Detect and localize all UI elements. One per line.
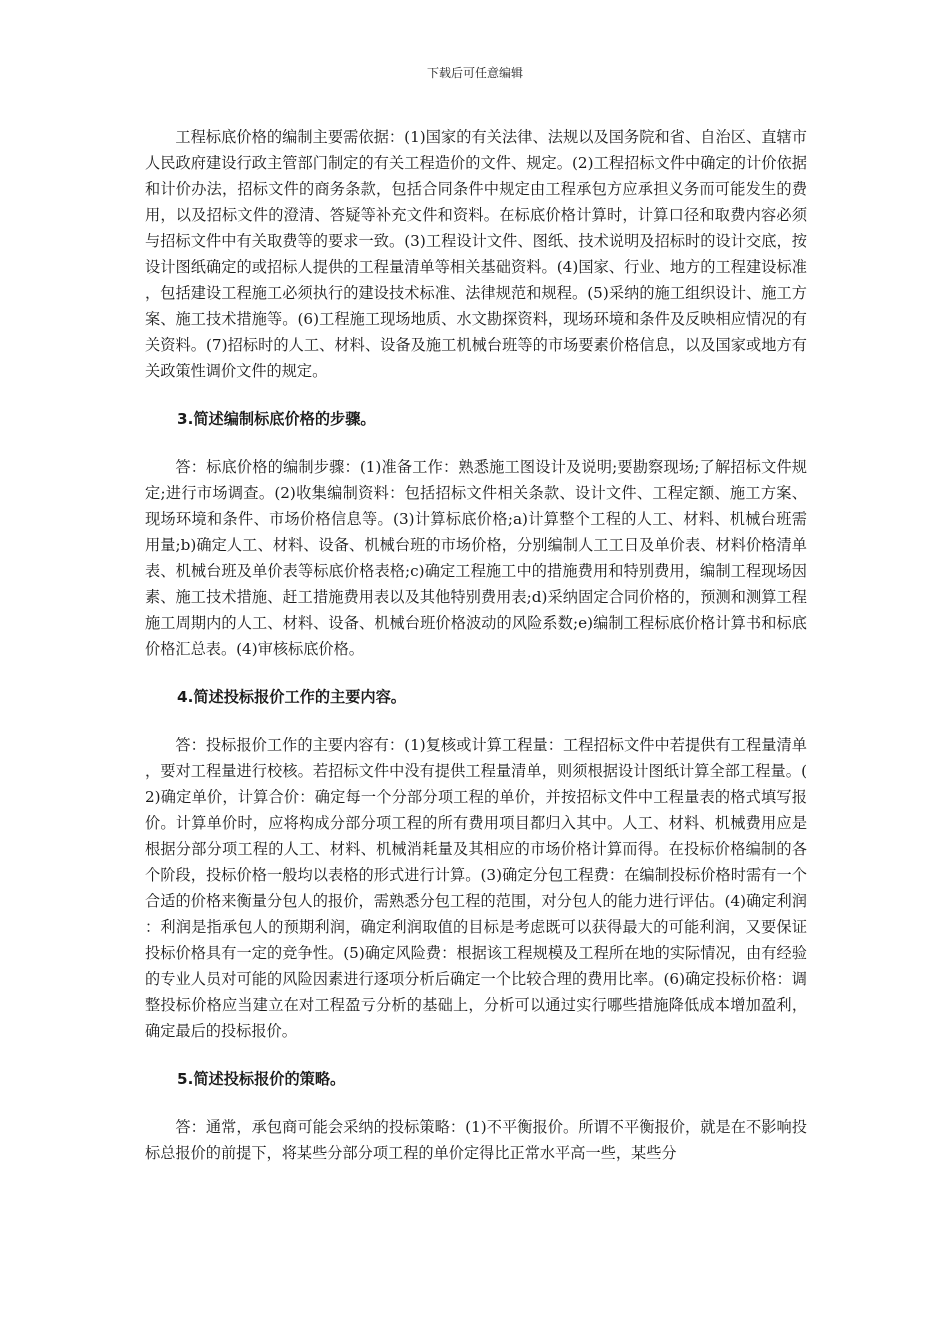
answer-paragraph-3: 答：标底价格的编制步骤：(1)准备工作：熟悉施工图设计及说明;要勘察现场;了解招标文件规定;进行市场调查。(2)收集编制资料：包括招标文件相关条款、设计文件、工程定额、施工方案、现场环境和条件、市场价格信息等。(3)计算标底价格;a)计算整个工程的人工、材料、机械台班需用量;b)确定人工、材料、设备、机械台班的市场价格，分别编制人工工日及单价表、材料价格清单表、机械台班及单价表等标底价格表格;c)确定工程施工中的措施费用和特别费用，编制工程现场因素、施工技术措施、赶工措施费用表以及其他特别费用表;d)采纳固定合同价格的，预测和测算工程施工周期内的人工、材料、设备、机械台班价格波动的风险系数;e)编制工程标底价格计算书和标底价格汇总表。(4)审核标底价格。 bbox=[145, 458, 807, 658]
question-heading-5: 5.简述投标报价的策略。 bbox=[177, 1070, 346, 1088]
section-gap bbox=[145, 1092, 807, 1114]
section-gap bbox=[145, 432, 807, 454]
question-heading-4: 4.简述投标报价工作的主要内容。 bbox=[177, 688, 406, 706]
page-header: 下载后可任意编辑 bbox=[426, 66, 523, 80]
section-gap bbox=[145, 710, 807, 732]
answer-paragraph-4: 答：投标报价工作的主要内容有：(1)复核或计算工程量：工程招标文件中若提供有工程量清单，要对工程量进行校核。若招标文件中没有提供工程量清单，则须根据设计图纸计算全部工程量。(2)确定单价，计算合价：确定每一个分部分项工程的单价，并按招标文件中工程量表的格式填写报价。计算单价时，应将构成分部分项工程的所有费用项目都归入其中。人工、材料、机械费用应是根据分部分项工程的人工、材料、机械消耗量及其相应的市场价格计算而得。在投标价格编制的各个阶段，投标价格一般均以表格的形式进行计算。(3)确定分包工程费：在编制投标价格时需有一个合适的价格来衡量分包人的报价，需熟悉分包工程的范围，对分包人的能力进行评估。(4)确定利润：利润是指承包人的预期利润，确定利润取值的目标是考虑既可以获得最大的可能利润，又要保证投标价格具有一定的竞争性。(5)确定风险费：根据该工程规模及工程所在地的实际情况，由有经验的专业人员对可能的风险因素进行逐项分析后确定一个比较合理的费用比率。(6)确定投标价格：调整投标价格应当建立在对工程盈亏分析的基础上，分析可以通过实行哪些措施降低成本增加盈利，确定最后的投标报价。 bbox=[145, 736, 807, 1040]
paragraph-tender-basis: 工程标底价格的编制主要需依据：(1)国家的有关法律、法规以及国务院和省、自治区、直辖市人民政府建设行政主管部门制定的有关工程造价的文件、规定。(2)工程招标文件中确定的计价依据和计价办法，招标文件的商务条款，包括合同条件中规定由工程承包方应承担义务而可能发生的费用，以及招标文件的澄清、答疑等补充文件和资料。在标底价格计算时，计算口径和取费内容必须与招标文件中有关取费等的要求一致。(3)工程设计文件、图纸、技术说明及招标时的设计交底，按设计图纸确定的或招标人提供的工程量清单等相关基础资料。(4)国家、行业、地方的工程建设标准，包括建设工程施工必须执行的建设技术标准、法律规范和规程。(5)采纳的施工组织设计、施工方案、施工技术措施等。(6)工程施工现场地质、水文勘探资料，现场环境和条件及反映相应情况的有关资料。(7)招标时的人工、材料、设备及施工机械台班等的市场要素价格信息，以及国家或地方有关政策性调价文件的规定。 bbox=[145, 128, 807, 380]
section-gap bbox=[145, 662, 807, 684]
question-heading-3: 3.简述编制标底价格的步骤。 bbox=[177, 410, 376, 428]
document-body bbox=[145, 124, 807, 1166]
section-gap bbox=[145, 384, 807, 406]
section-gap bbox=[145, 1044, 807, 1066]
answer-paragraph-5: 答：通常，承包商可能会采纳的投标策略：(1)不平衡报价。所谓不平衡报价，就是在不影响投标总报价的前提下，将某些分部分项工程的单价定得比正常水平高一些，某些分 bbox=[145, 1118, 807, 1162]
